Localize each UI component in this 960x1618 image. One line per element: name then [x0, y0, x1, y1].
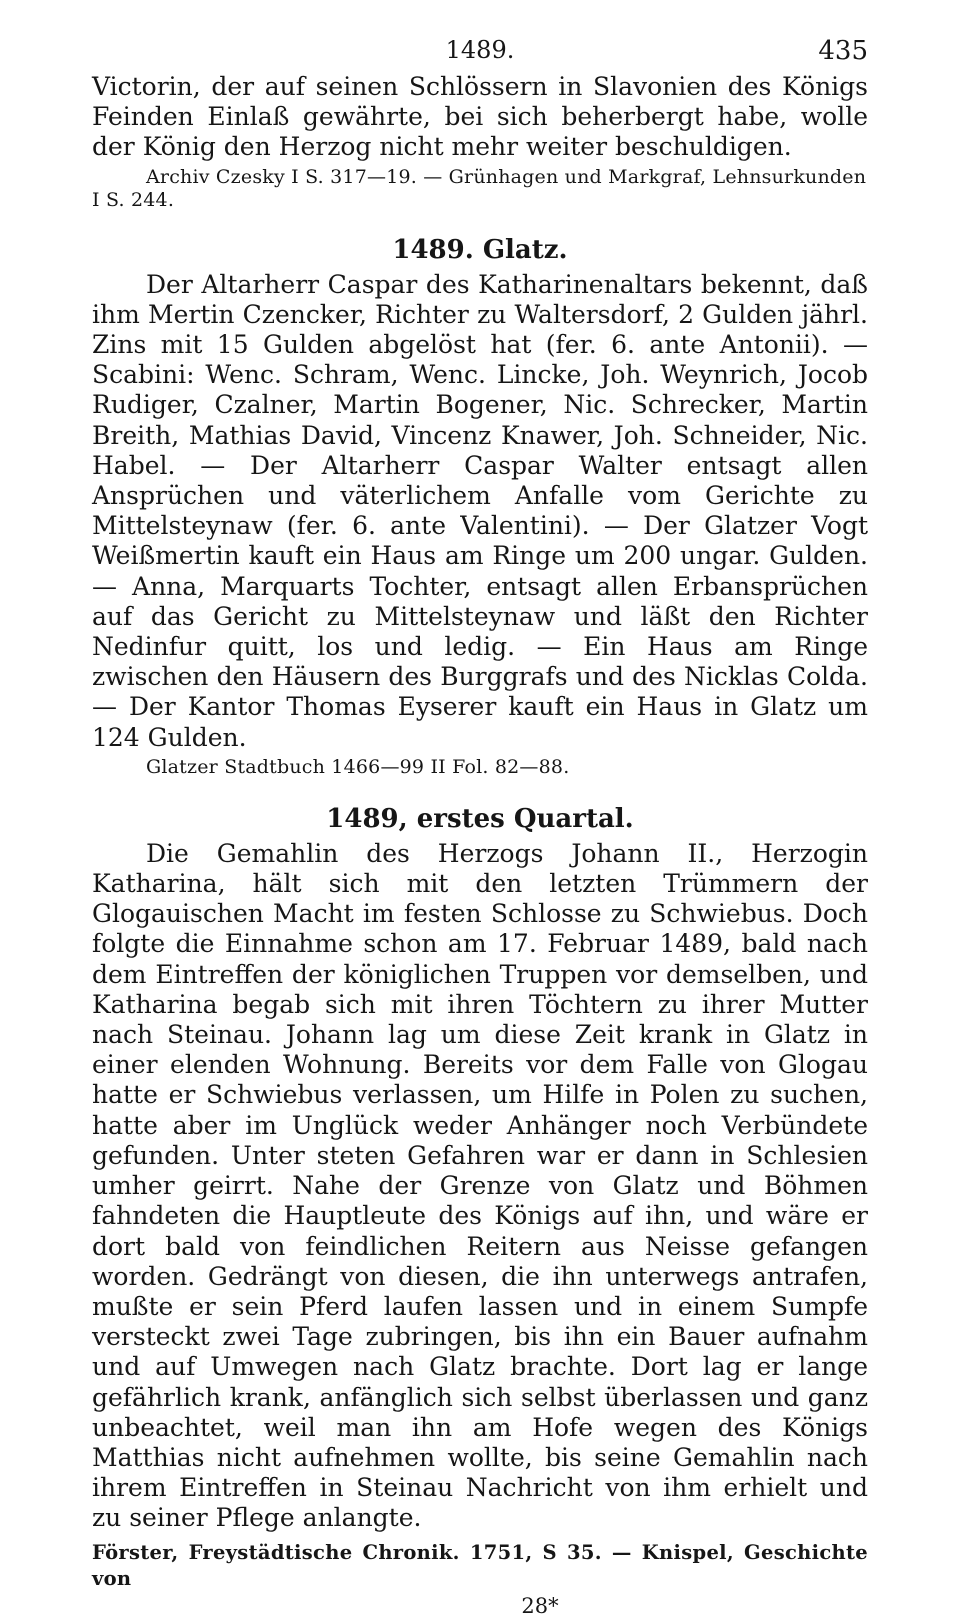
section-heading-quartal: 1489, erstes Quartal.	[326, 803, 634, 834]
quartal-source-citation: Förster, Freystädtische Chronik. 1751, S 35. — Knispel, Geschichte von	[92, 1540, 868, 1590]
intro-source-citation: Archiv Czesky I S. 317—19. — Grünhagen und Markgraf, Lehnsurkunden I S. 244.	[92, 165, 867, 211]
printer-signature: 28*	[521, 1593, 559, 1618]
glatz-source-citation: Glatzer Stadtbuch 1466—99 II Fol. 82—88.	[146, 755, 570, 778]
glatz-paragraph: Der Altarherr Caspar des Katharinenaltars bekennt, daß ihm Mertin Czencker, Richter zu Waltersdorf, 2 Gulden jährl. Zins mit 15 Gulden abgelöst hat (fer. 6. ante Antonii). — Scabini: Wenc. Schram, Wenc. Lincke, Joh. Weynrich, Jocob Rudiger, Czalner, Martin Bogener, Nic. Schrecker, Martin Breith, Mathias David, Vincenz Knawer, Joh. Schneider, Nic. Habel. — Der Altarherr Caspar Walter entsagt allen Ansprüchen und väterlichem Anfalle vom Gerichte zu Mittelsteynaw (fer. 6. ante Valentini). — Der Glatzer Vogt Weißmertin kauft ein Haus am Ringe um 200 ungar. Gulden. — Anna, Marquarts Tochter, entsagt allen Erbansprüchen auf das Gericht zu Mittelsteynaw und läßt den Richter Nedinfur quitt, los und ledig. — Ein Haus am Ringe zwischen den Häusern des Burggrafs und des Nicklas Colda. — Der Kantor Thomas Eyserer kauft ein Haus in Glatz um 124 Gulden.	[92, 269, 868, 752]
running-head	[92, 32, 868, 72]
quartal-paragraph: Die Gemahlin des Herzogs Johann II., Herzogin Katharina, hält sich mit den letzten Trümmern der Glogauischen Macht im festen Schlosse zu Schwiebus. Doch folgte die Einnahme schon am 17. Februar 1489, bald nach dem Eintreffen der königlichen Truppen vor demselben, und Katharina begab sich mit ihren Töchtern zu ihrer Mutter nach Steinau. Johann lag um diese Zeit krank in Glatz in einer elenden Wohnung. Bereits vor dem Falle von Glogau hatte er Schwiebus verlassen, um Hilfe in Polen zu suchen, hatte aber im Unglück weder Anhänger noch Verbündete gefunden. Unter steten Gefahren war er dann in Schlesien umher geirrt. Nahe der Grenze von Glatz und Böhmen fahndeten die Hauptleute des Königs auf ihn, und wäre er dort bald von feindlichen Reitern aus Neisse gefangen worden. Gedrängt von diesen, die ihn unterwegs antrafen, mußte er sein Pferd laufen lassen und in einem Sumpfe versteckt zwei Tage zubringen, bis ihn ein Bauer aufnahm und auf Umwegen nach Glatz brachte. Dort lag er lange gefährlich krank, anfänglich sich selbst überlassen und ganz unbeachtet, weil man ihn am Hofe wegen des Königs Matthias nicht aufnehmen wollte, bis seine Gemahlin nach ihrem Eintreffen in Steinau Nachricht von ihm erhielt und zu seiner Pflege anlangte.	[92, 838, 868, 1533]
intro-paragraph: Victorin, der auf seinen Schlössern in Slavonien des Königs Feinden Einlaß gewährte, bei sich beherbergt habe, wolle der König den Herzog nicht mehr weiter beschuldigen.	[92, 72, 868, 162]
section-heading-glatz: 1489. Glatz.	[392, 234, 568, 265]
running-head-year: 1489.	[445, 36, 515, 64]
page-number: 435	[818, 36, 868, 66]
